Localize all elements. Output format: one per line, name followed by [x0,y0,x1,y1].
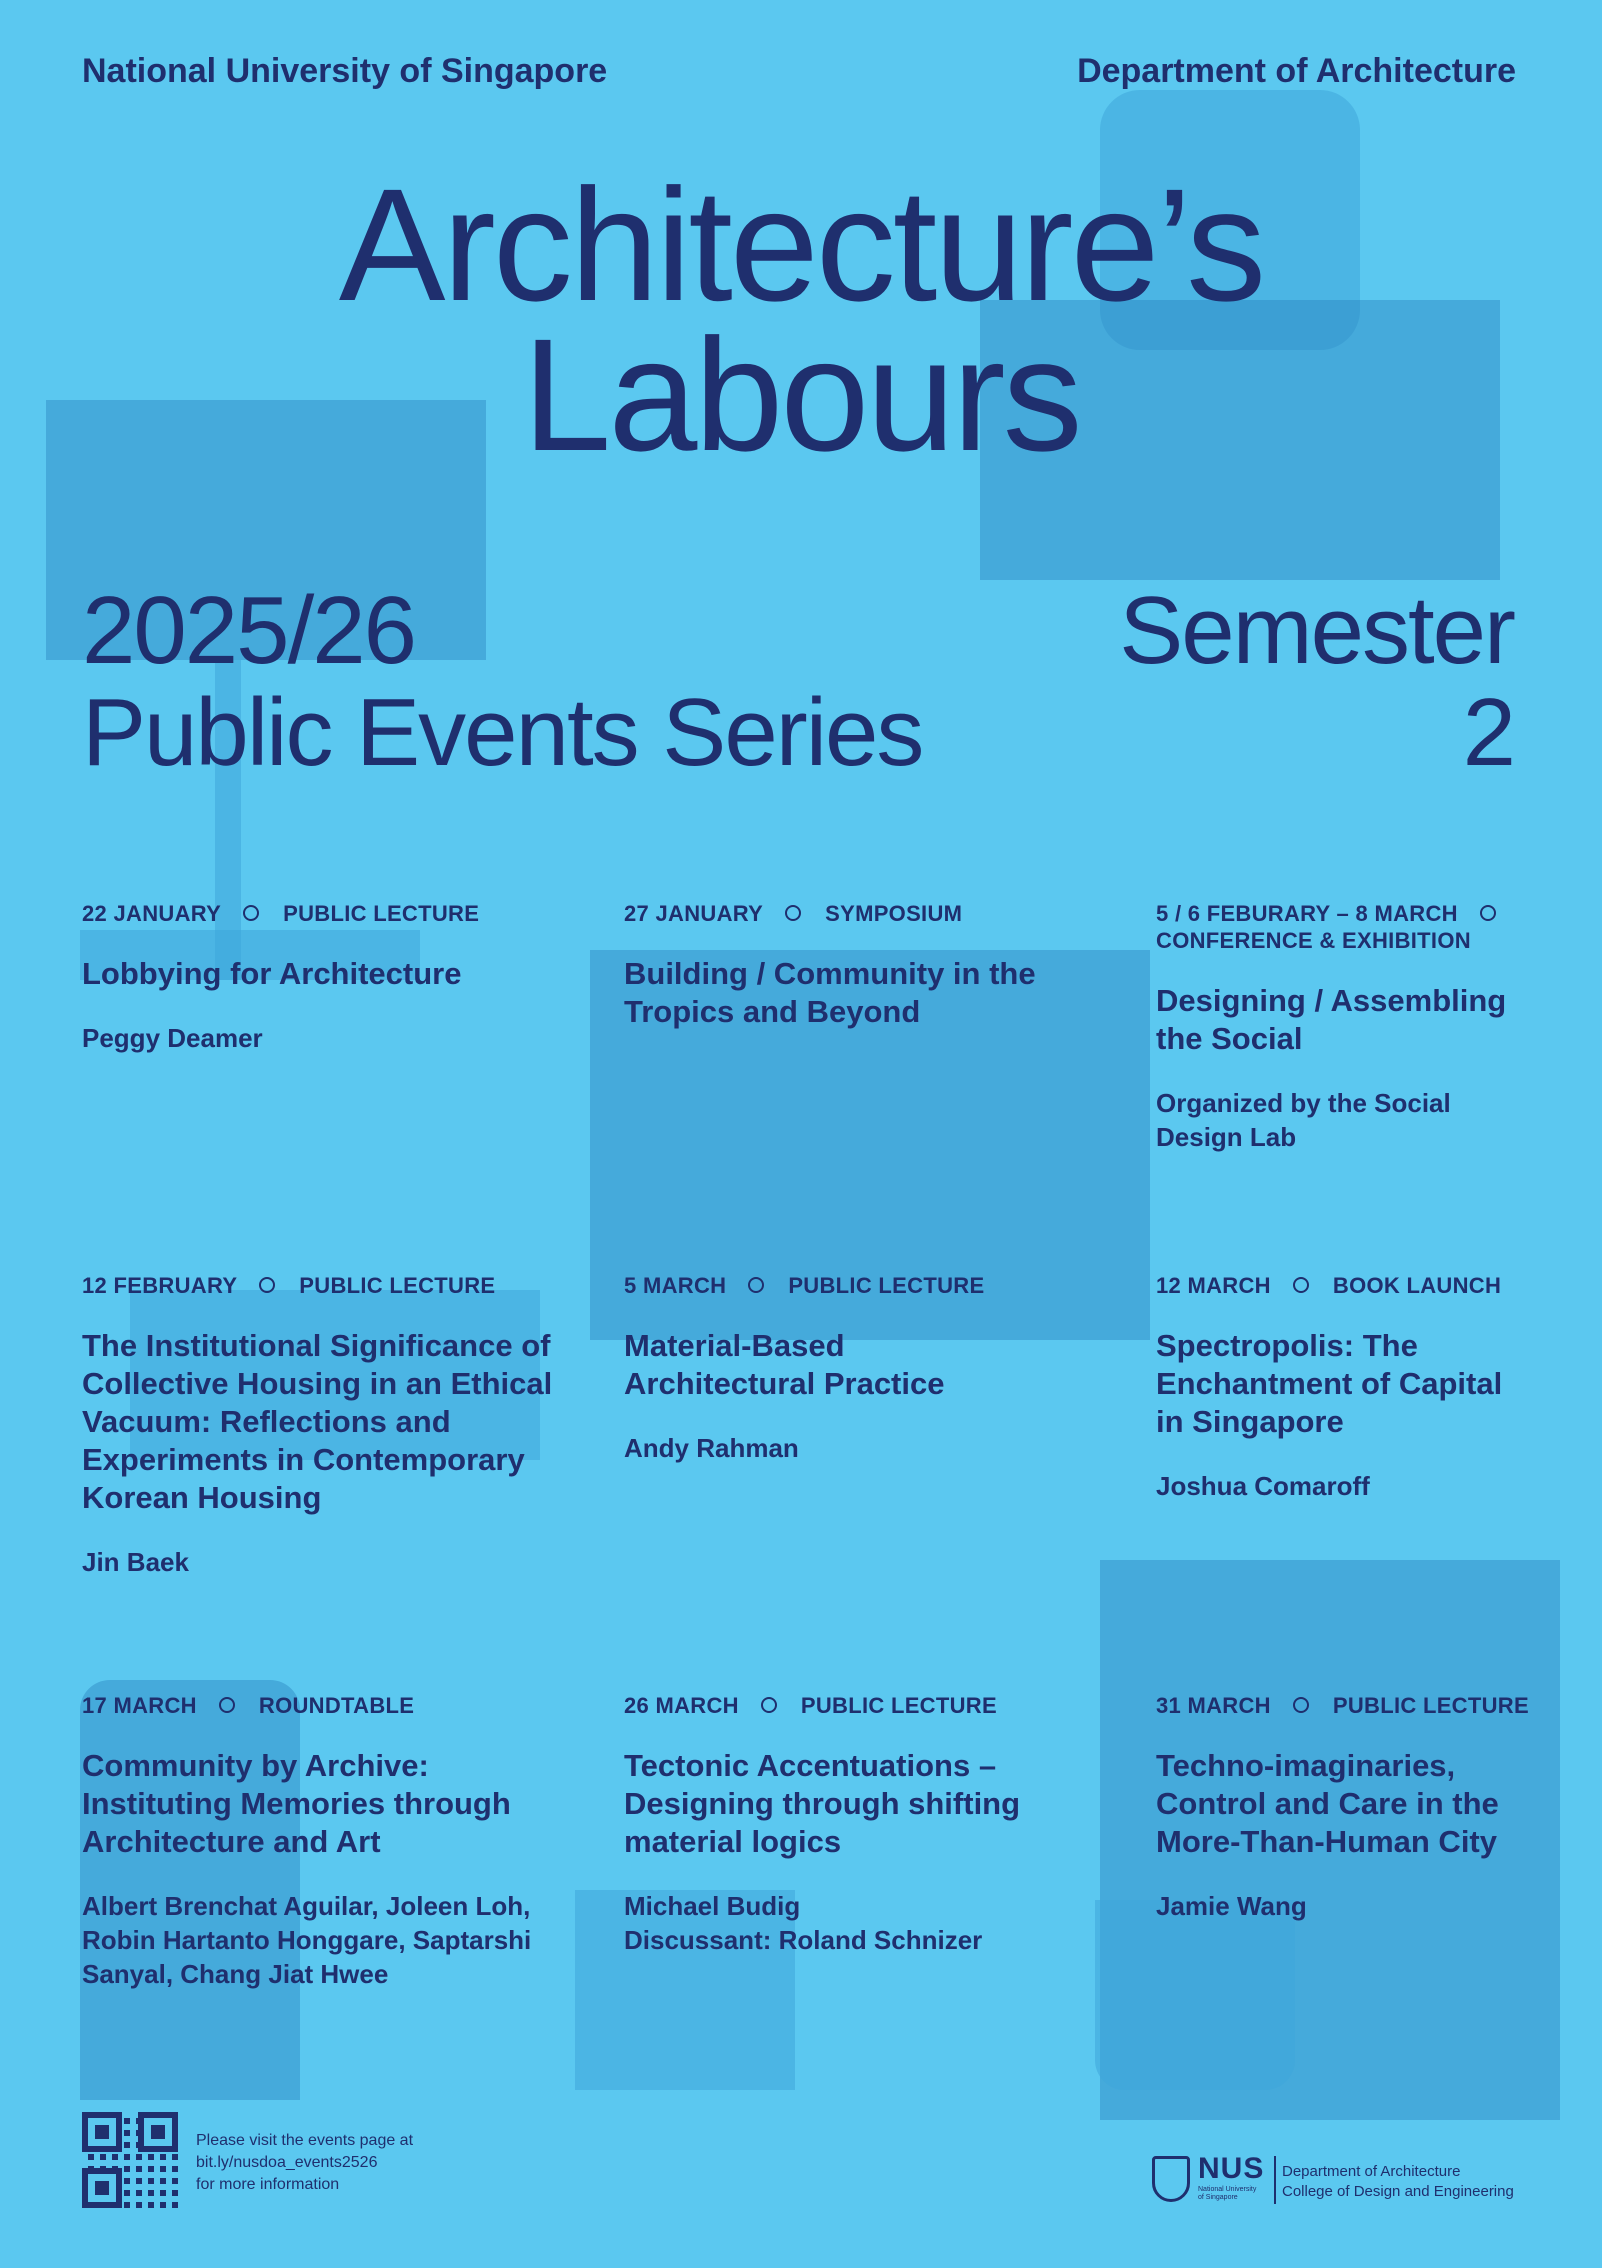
event-type: PUBLIC LECTURE [299,1273,496,1298]
dept-line: Department of Architecture [1282,2163,1461,2180]
event-speaker: Andy Rahman [624,1433,799,1463]
event-card [1156,900,1546,1154]
main-title [0,155,1602,484]
event-meta [82,1692,582,1719]
visit-line: for more information [196,2176,340,2193]
event-meta [82,900,582,927]
event-type: PUBLIC LECTURE [800,1693,997,1718]
event-meta [624,1272,1024,1299]
nus-crest-icon [1152,2156,1190,2202]
event-meta [1156,900,1546,954]
semester-heading [1119,577,1514,786]
event-title: Designing / Assembling the Social [1156,983,1507,1056]
event-date: 12 FEBRUARY [82,1273,238,1298]
bullet-icon [1293,1697,1309,1713]
title-line-2: Labours [522,305,1080,484]
bullet-icon [748,1277,764,1293]
event-card [1156,1692,1546,1923]
event-date: 22 JANUARY [82,901,222,926]
event-title: Spectropolis: The Enchantment of Capital in Singapore [1156,1328,1503,1439]
nus-logo-block [1152,2152,1522,2206]
event-type: ROUNDTABLE [258,1693,415,1718]
event-meta [624,900,1054,927]
event-type: BOOK LAUNCH [1332,1273,1502,1298]
event-title: The Institutional Significance of Collective Housing in an Ethical Vacuum: Reflections and Experiments in Contemporary Korean Housing [82,1328,553,1515]
event-discussant: Discussant: Roland Schnizer [624,1925,983,1955]
event-date: 31 MARCH [1156,1693,1271,1718]
event-speaker: Organized by the Social Design Lab [1156,1088,1451,1152]
series-heading [82,577,923,786]
university-name: National University of Singapore [82,52,608,90]
event-speaker: Peggy Deamer [82,1023,263,1053]
event-type: PUBLIC LECTURE [1332,1693,1529,1718]
event-speaker: Jin Baek [82,1547,189,1577]
event-card [82,900,582,1055]
event-meta [1156,1692,1546,1719]
semester-word: Semester [1119,577,1514,684]
event-speaker [624,1889,1074,1957]
event-speaker: Jamie Wang [1156,1891,1307,1921]
event-title: Community by Archive: Instituting Memories through Architecture and Art [82,1748,511,1859]
series-name: Public Events Series [82,679,923,786]
event-speaker-name: Michael Budig [624,1891,801,1921]
visit-text [196,2130,476,2196]
nus-subtext: National University of Singapore [1198,2186,1257,2201]
event-title: Building / Community in the Tropics and Beyond [624,956,1036,1029]
event-card [624,1692,1074,1957]
event-date: 5 MARCH [624,1273,727,1298]
event-type: CONFERENCE & EXHIBITION [1156,928,1471,953]
bullet-icon [219,1697,235,1713]
bullet-icon [259,1277,275,1293]
event-type: PUBLIC LECTURE [788,1273,985,1298]
bullet-icon [243,905,259,921]
bullet-icon [1293,1277,1309,1293]
qr-code-icon[interactable] [82,2112,178,2208]
title-line-1: Architecture’s [338,155,1264,334]
event-title: Lobbying for Architecture [82,956,462,991]
event-card [1156,1272,1516,1503]
event-card [624,900,1054,1031]
nus-wordmark: NUS [1198,2152,1265,2185]
bg-bucket [1095,1900,1295,2090]
event-type: PUBLIC LECTURE [283,901,480,926]
event-card [624,1272,1024,1465]
bullet-icon [1480,905,1496,921]
footer-department [1282,2162,1514,2202]
logo-divider [1274,2156,1276,2204]
qr-finder-icon [82,2112,122,2152]
semester-number: 2 [1462,679,1514,786]
event-date: 17 MARCH [82,1693,197,1718]
event-date: 26 MARCH [624,1693,739,1718]
department-name: Department of Architecture [1077,52,1516,90]
event-type: SYMPOSIUM [825,901,963,926]
event-date: 12 MARCH [1156,1273,1271,1298]
college-line: College of Design and Engineering [1282,2183,1514,2200]
academic-year: 2025/26 [82,577,416,684]
event-card [82,1692,582,1991]
event-title: Tectonic Accentuations – Designing through shifting material logics [624,1748,1021,1859]
event-title: Material-Based Architectural Practice [624,1328,945,1401]
event-meta [624,1692,1074,1719]
event-speaker: Albert Brenchat Aguilar, Joleen Loh, Robin Hartanto Honggare, Saptarshi Sanyal, Chang Jiat Hwee [82,1891,532,1989]
event-speaker: Joshua Comaroff [1156,1471,1370,1501]
event-title: Techno-imaginaries, Control and Care in the More-Than-Human City [1156,1748,1499,1859]
qr-finder-icon [138,2112,178,2152]
qr-finder-icon [82,2168,122,2208]
event-date: 27 JANUARY [624,901,764,926]
bullet-icon [761,1697,777,1713]
events-link[interactable]: bit.ly/nusdoa_events2526 [196,2154,378,2171]
visit-line: Please visit the events page at [196,2132,414,2149]
event-card [82,1272,582,1579]
bullet-icon [785,905,801,921]
event-date: 5 / 6 FEBURARY – 8 MARCH [1156,901,1458,926]
event-meta [82,1272,582,1299]
event-meta [1156,1272,1516,1299]
